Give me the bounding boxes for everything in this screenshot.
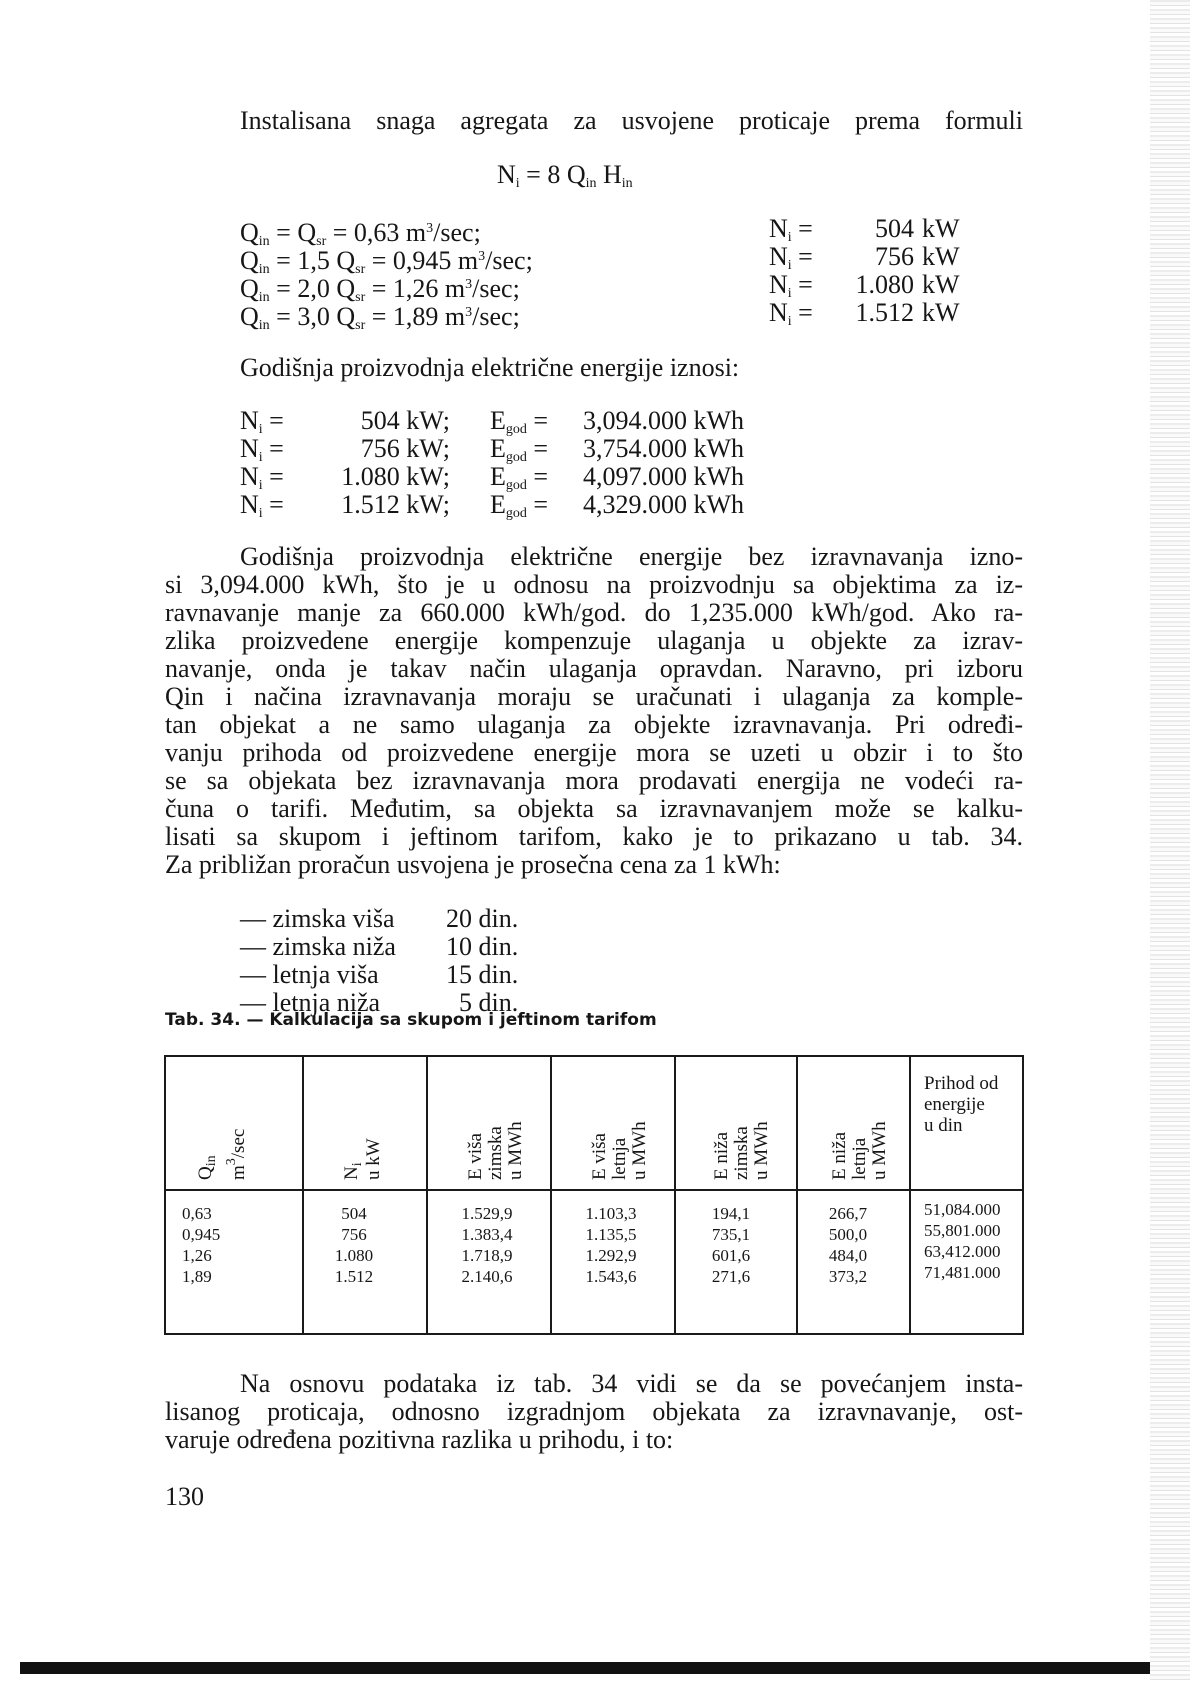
header-col5-l2: zimska <box>731 1126 752 1180</box>
intro-line: Instalisana snaga agregata za usvojene proticaje prema formuli <box>240 106 1023 135</box>
table-cell: 1,89 <box>182 1267 212 1286</box>
energy-e-label: $E_{god}$ = <box>490 406 549 437</box>
power-row: $Q_{in} = 1,5$ $Q_{sr} = 0,945$ $m^3/\sec$; <box>240 246 533 277</box>
paragraph-line: lisati sa skupom i jeftinom tarifom, kako je to prikazano u tab. 34. <box>165 822 1023 851</box>
power-value: 504 <box>875 214 914 243</box>
power-row: $Q_{in} = Q_{sr} = 0,63$ $m^3/\sec$; <box>240 218 481 249</box>
paragraph-line: Na osnovu podataka iz tab. 34 vidi se da se povećanjem insta- <box>240 1369 1023 1398</box>
paragraph-line: Godišnja proizvodnja električne energije bez izravnavanja izno- <box>240 542 1023 571</box>
table-cell: 2.140,6 <box>461 1267 513 1286</box>
table-cell: 735,1 <box>711 1225 751 1244</box>
header-n-unit: u kW <box>363 1138 384 1180</box>
price-value: 20 din. <box>446 904 519 933</box>
table-cell: 1.080 <box>334 1246 374 1265</box>
paragraph-line: ravnavanje manje za 660.000 kWh/god. do 1,235.000 kWh/god. Ako ra- <box>165 598 1023 627</box>
table-cell: 0,945 <box>182 1225 221 1244</box>
page-edge-scan-artifact <box>1150 0 1190 1683</box>
table-rule-v <box>909 1055 911 1335</box>
header-q-unit: $m^3/\sec$ <box>224 1128 249 1180</box>
table-rule-v <box>302 1055 304 1335</box>
table-cell: 484,0 <box>828 1246 868 1265</box>
table-cell: 504 <box>341 1204 367 1223</box>
table-rule-v <box>426 1055 428 1335</box>
table-cell: 0,63 <box>182 1204 212 1223</box>
paragraph-line: tan objekat a ne samo ulaganja za objekte izravnavanja. Pri određi- <box>165 710 1023 739</box>
price-label: — letnja niža <box>240 988 381 1017</box>
tariff-table <box>164 1055 1024 1335</box>
page-number: 130 <box>165 1482 204 1511</box>
table-col-e-niza-letnja <box>808 1203 888 1287</box>
paragraph-line: si 3,094.000 kWh, što je u odnosu na proizvodnju sa objektima za iz- <box>165 570 1023 599</box>
header-col6-l2: letnja <box>849 1137 870 1180</box>
scan-bottom-bar <box>20 1662 1150 1674</box>
price-label: — zimska viša <box>240 904 395 933</box>
energy-n-label: $N_i$ = <box>240 406 284 437</box>
power-result: $N_i$ = <box>769 298 813 329</box>
table-cell: 1.292,9 <box>585 1246 637 1265</box>
header-col4-l2: letnja <box>609 1137 630 1180</box>
table-cell: 71,481.000 <box>924 1263 1001 1282</box>
table-cell: 1.103,3 <box>585 1204 637 1223</box>
paragraph-line: lisanog proticaja, odnosno izgradnjom objekata za izravnavanje, ost- <box>165 1397 1023 1426</box>
paragraph-line: vanju prihoda od proizvedene energije mora se uzeti u obzir i to što <box>165 738 1023 767</box>
header-q: $Q_{in}$ <box>195 1155 219 1180</box>
energy-n-value: 1.512 kW; <box>341 490 450 519</box>
table-cell: 266,7 <box>828 1204 868 1223</box>
table-rule-v <box>550 1055 552 1335</box>
table-cell: 1.718,9 <box>461 1246 513 1265</box>
header-n: $N_i$ <box>341 1162 365 1180</box>
table-cell: 1.135,5 <box>585 1225 637 1244</box>
header-col5-l3: u MWh <box>751 1121 772 1180</box>
table-col-e-visa-letnja <box>566 1203 656 1287</box>
power-result: $N_i$ = <box>769 270 813 301</box>
energy-n-label: $N_i$ = <box>240 434 284 465</box>
energy-n-label: $N_i$ = <box>240 490 284 521</box>
table-cell: 1,26 <box>182 1246 212 1265</box>
table-rule-v <box>674 1055 676 1335</box>
table-caption: Tab. 34. — Kalkulacija sa skupom i jeftinom tarifom <box>165 1010 657 1030</box>
table-col-e-visa-zimska <box>442 1203 532 1287</box>
header-col6-l1: E niža <box>829 1131 850 1180</box>
paragraph-line: zlika proizvedene energije kompenzuje ulaganja u objekte za izrav- <box>165 626 1023 655</box>
paragraph-line: Qin i načina izravnavanja moraju se uračunati i ulaganja za komple- <box>165 682 1023 711</box>
power-result: $N_i$ = <box>769 214 813 245</box>
table-cell: 51,084.000 <box>924 1200 1001 1219</box>
table-rule-bottom <box>164 1333 1024 1335</box>
annual-heading: Godišnja proizvodnja električne energije iznosi: <box>240 353 740 382</box>
price-label: — zimska niža <box>240 932 396 961</box>
header-col3-l3: u MWh <box>505 1121 526 1180</box>
paragraph-line: Za približan proračun usvojena je prosečna cena za 1 kWh: <box>165 850 781 879</box>
table-cell: 1.529,9 <box>461 1204 513 1223</box>
paragraph-line: čuna o tarifi. Međutim, sa objekta sa izravnavanjem može se kalku- <box>165 794 1023 823</box>
table-cell: 756 <box>341 1225 367 1244</box>
power-row: $Q_{in} = 2,0$ $Q_{sr} = 1,26$ $m^3/\sec$; <box>240 274 520 305</box>
power-value: 756 <box>875 242 914 271</box>
table-rule-v <box>1022 1055 1024 1335</box>
price-label: — letnja viša <box>240 960 379 989</box>
power-value: 1.512 <box>855 298 914 327</box>
power-formula: $N_i = 8$ $Q_{in}$ $H_{in}$ <box>497 160 633 191</box>
energy-n-value: 1.080 kW; <box>341 462 450 491</box>
table-cell: 1.512 <box>334 1267 374 1286</box>
header-col3-l1: E viša <box>465 1133 486 1180</box>
table-rule-v <box>164 1055 166 1335</box>
table-cell: 500,0 <box>828 1225 868 1244</box>
header-col3-l2: zimska <box>485 1126 506 1180</box>
power-unit: kW <box>922 242 960 271</box>
header-col6-l3: u MWh <box>869 1121 890 1180</box>
table-cell: 63,412.000 <box>924 1242 1001 1261</box>
table-cell: 1.383,4 <box>461 1225 513 1244</box>
table-rule-v <box>796 1055 798 1335</box>
table-col-n <box>314 1203 394 1287</box>
paragraph-line: se sa objekata bez izravnavanja mora prodavati energija ne vodeći ra- <box>165 766 1023 795</box>
price-value: 5 din. <box>459 988 519 1017</box>
power-unit: kW <box>922 270 960 299</box>
energy-e-label: $E_{god}$ = <box>490 490 549 521</box>
price-value: 15 din. <box>446 960 519 989</box>
energy-n-label: $N_i$ = <box>240 462 284 493</box>
table-cell: 271,6 <box>711 1267 751 1286</box>
header-col4-l1: E viša <box>589 1133 610 1180</box>
header-col4-l3: u MWh <box>629 1121 650 1180</box>
table-col-e-niza-zimska <box>686 1203 776 1287</box>
energy-e-label: $E_{god}$ = <box>490 434 549 465</box>
paragraph-line: navanje, onda je takav način ulaganja opravdan. Naravno, pri izboru <box>165 654 1023 683</box>
header-col5-l1: E niža <box>711 1131 732 1180</box>
table-cell: 1.543,6 <box>585 1267 637 1286</box>
table-col-q <box>182 1203 262 1287</box>
power-unit: kW <box>922 298 960 327</box>
energy-e-value: 3,094.000 kWh <box>583 406 745 435</box>
energy-e-value: 4,097.000 kWh <box>583 462 745 491</box>
energy-e-value: 4,329.000 kWh <box>583 490 745 519</box>
price-value: 10 din. <box>446 932 519 961</box>
energy-e-label: $E_{god}$ = <box>490 462 549 493</box>
power-unit: kW <box>922 214 960 243</box>
energy-n-value: 504 kW; <box>360 406 450 435</box>
table-rule-mid <box>164 1189 1024 1191</box>
table-rule-top <box>164 1055 1024 1057</box>
header-revenue: Prihod od energije u din <box>924 1073 999 1136</box>
energy-e-value: 3,754.000 kWh <box>583 434 745 463</box>
table-cell: 194,1 <box>711 1204 751 1223</box>
table-cell: 55,801.000 <box>924 1221 1001 1240</box>
table-cell: 373,2 <box>828 1267 868 1286</box>
power-value: 1.080 <box>855 270 914 299</box>
power-result: $N_i$ = <box>769 242 813 273</box>
energy-n-value: 756 kW; <box>360 434 450 463</box>
table-cell: 601,6 <box>711 1246 751 1265</box>
power-row: $Q_{in} = 3,0$ $Q_{sr} = 1,89$ $m^3/\sec$; <box>240 302 520 333</box>
table-col-revenue <box>924 1199 1022 1283</box>
paragraph-line: varuje određena pozitivna razlika u prihodu, i to: <box>165 1425 674 1454</box>
